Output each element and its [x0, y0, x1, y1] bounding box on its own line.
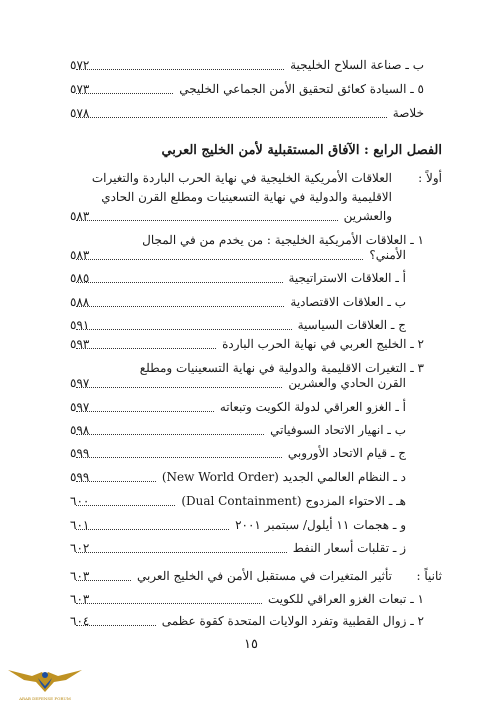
entry-text: ب ـ العلاقات الاقتصادية [290, 295, 406, 309]
toc-entry [70, 294, 406, 311]
entry-text: ز ـ تقلبات أسعار النفط [292, 541, 406, 555]
entry-text: تأثير المتغيرات في مستقبل الأمن في الخليج العربي [136, 569, 392, 583]
toc-entry [70, 247, 406, 264]
entry-text: ٥ ـ السيادة كعائق لتحقيق الأمن الجماعي الخليجي [179, 82, 424, 96]
section-line: العلاقات الأمريكية الخليجية في نهاية الحرب الباردة والتغيرات [91, 171, 392, 185]
toc-entry [70, 57, 424, 74]
entry-page: ٥٩٩ [70, 470, 90, 484]
entry-page: ٦٠٠ [70, 494, 90, 508]
entry-text: القرن الحادي والعشرين [288, 376, 406, 390]
entry-page: ٥٧٣ [70, 82, 90, 96]
entry-page: ٥٧٨ [70, 106, 90, 120]
entry-text: خلاصة [392, 106, 424, 120]
entry-text: أ ـ الغزو العراقي لدولة الكويت وتبعاته [219, 400, 406, 414]
toc-entry [70, 568, 392, 585]
section-label: ثانياً : [416, 569, 442, 583]
toc-entry [70, 399, 406, 416]
entry-text: هـ ـ الاحتواء المزدوج (Dual Containment) [181, 494, 406, 508]
entry-text: و ـ هجمات ١١ أيلول/ سبتمبر ٢٠٠١ [235, 518, 406, 532]
forum-logo [2, 662, 88, 706]
toc-entry [70, 270, 406, 287]
section-label: أولاً : [418, 171, 442, 185]
entry-page: ٦٠٣ [70, 569, 90, 583]
page-number: ١٥ [244, 637, 258, 652]
entry-page: ٥٩٩ [70, 446, 90, 460]
entry-page: ٦٠٢ [70, 541, 90, 555]
chapter-title: الفصل الرابع : الآفاق المستقبلية لأمن الخليج العربي [161, 143, 442, 158]
section-line: الاقليمية والدولية في نهاية التسعينيات ومطلع القرن الحادي [101, 190, 392, 204]
entry-text: والعشرين [343, 209, 392, 223]
toc-entry [70, 540, 406, 557]
entry-page: ٥٨٨ [70, 295, 90, 309]
entry-text: ٢ ـ زوال القطبية وتفرد الولايات المتحدة كقوة عظمى [161, 614, 424, 628]
entry-text: ج ـ العلاقات السياسية [297, 318, 406, 332]
toc-entry [70, 445, 406, 462]
entry-text: ج ـ قيام الاتحاد الأوروبي [287, 446, 406, 460]
toc-entry [70, 422, 406, 439]
entry-page: ٥٩١ [70, 318, 90, 332]
toc-entry [70, 336, 424, 353]
toc-entry [70, 517, 406, 534]
entry-text: ب ـ صناعة السلاح الخليجية [290, 58, 424, 72]
entry-page: ٥٩٧ [70, 376, 90, 390]
toc-entry [70, 613, 424, 630]
entry-text: الأمني؟ [369, 248, 406, 262]
entry-page: ٥٩٣ [70, 337, 90, 351]
entry-text: ب ـ انهيار الاتحاد السوفياتي [270, 423, 406, 437]
entry-page: ٥٨٣ [70, 248, 90, 262]
entry-page: ٥٧٢ [70, 58, 90, 72]
toc-entry [70, 591, 424, 608]
toc-entry [70, 81, 424, 98]
toc-entry [70, 208, 392, 225]
entry-page: ٥٩٧ [70, 400, 90, 414]
entry-line: ٣ ـ التغيرات الاقليمية والدولية في نهاية التسعينيات ومطلع [139, 361, 424, 375]
toc-entry [70, 469, 406, 486]
toc-entry [70, 105, 424, 122]
entry-page: ٦٠٣ [70, 592, 90, 606]
toc-entry [70, 317, 406, 334]
entry-text: أ ـ العلاقات الاستراتيجية [288, 271, 406, 285]
toc-entry [70, 493, 406, 510]
entry-text: د ـ النظام العالمي الجديد (New World Order) [161, 470, 406, 484]
logo-caption: ARAB DEFENSE FORUM [19, 696, 71, 701]
entry-page: ٥٨٣ [70, 209, 90, 223]
entry-page: ٥٨٥ [70, 271, 90, 285]
entry-line: ١ ـ العلاقات الأمريكية الخليجية : من يخدم من في المجال [142, 233, 424, 247]
entry-page: ٦٠١ [70, 518, 90, 532]
entry-page: ٥٩٨ [70, 423, 90, 437]
entry-text: ١ ـ تبعات الغزو العراقي للكويت [268, 592, 424, 606]
entry-page: ٦٠٤ [70, 614, 90, 628]
toc-entry [70, 375, 406, 392]
entry-text: ٢ ـ الخليج العربي في نهاية الحرب الباردة [222, 337, 424, 351]
